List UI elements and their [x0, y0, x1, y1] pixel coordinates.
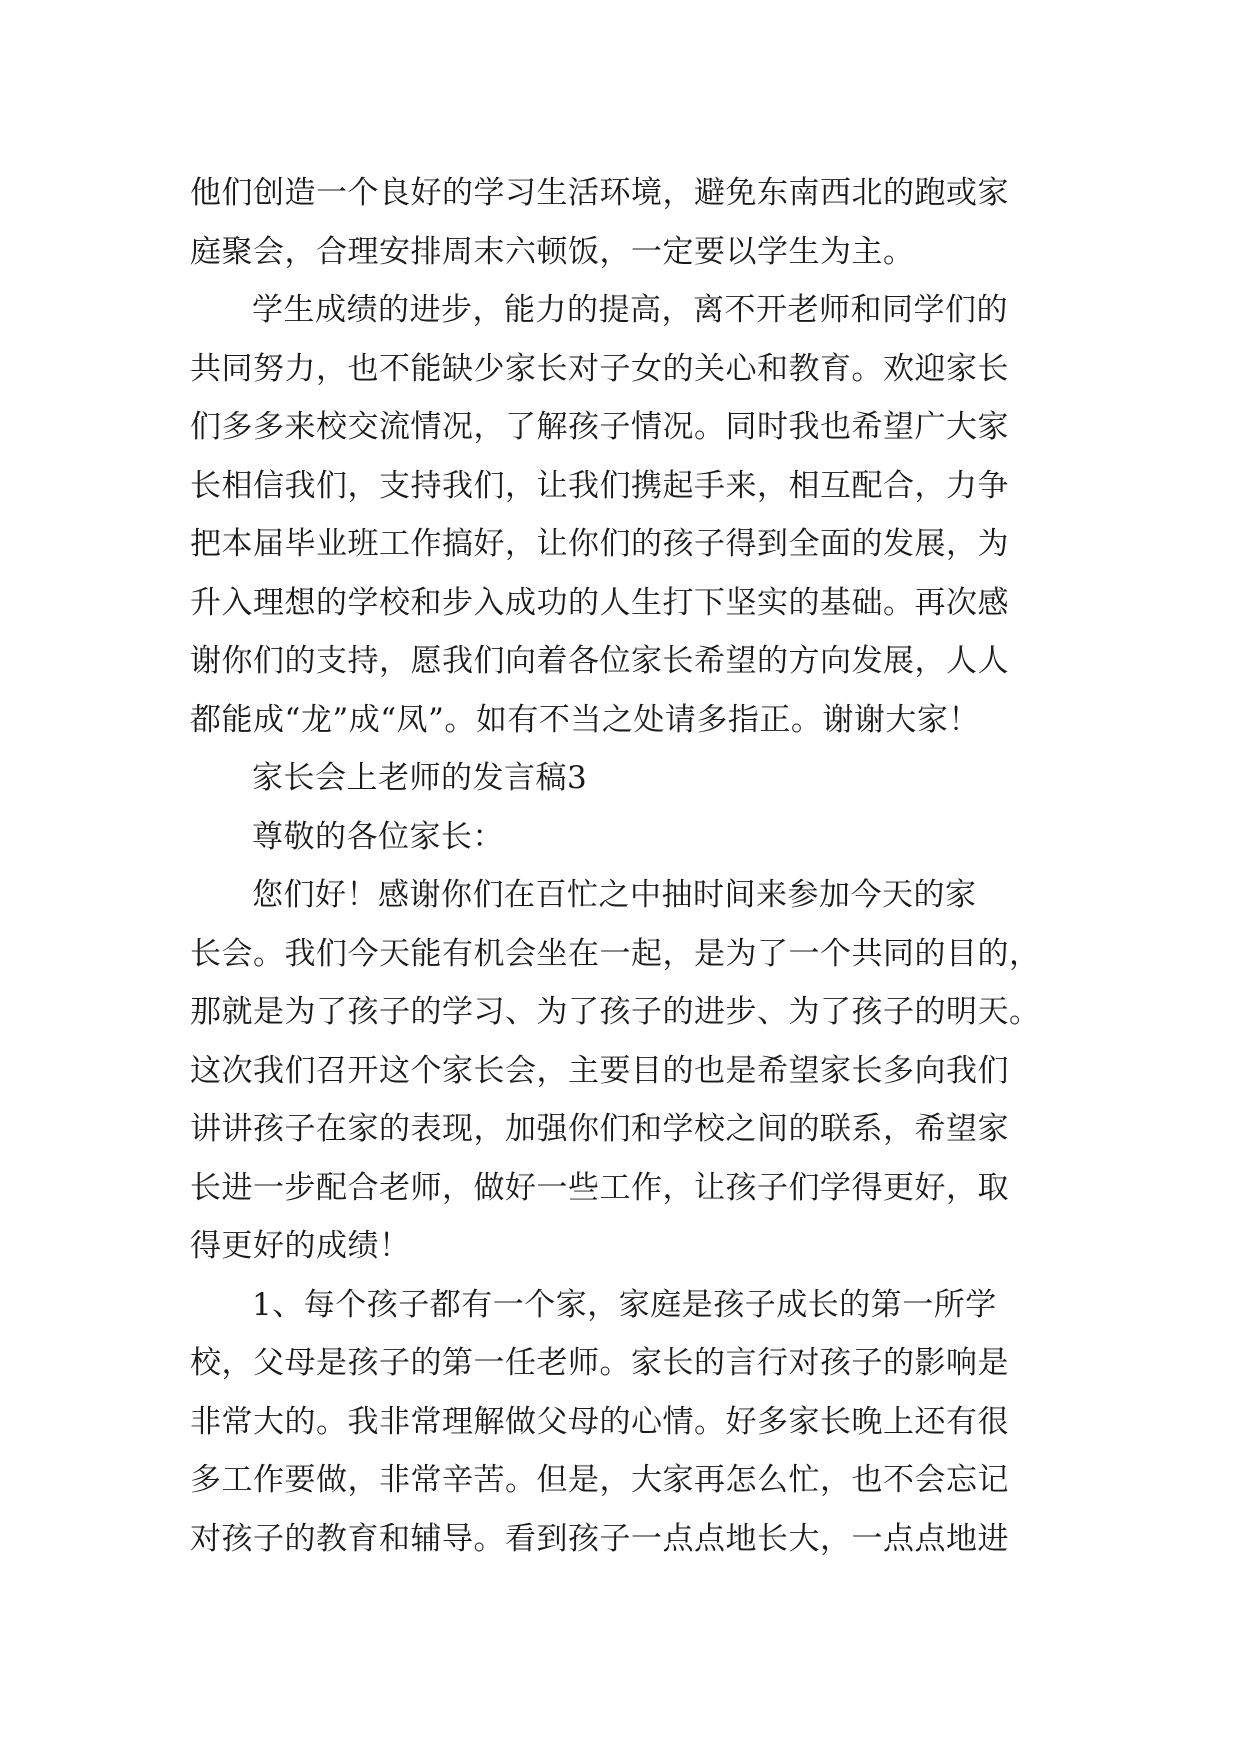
text-line: 谢你们的支持，愿我们向着各位家长希望的方向发展，人人 [190, 643, 1009, 679]
document-body [190, 164, 1050, 1568]
text-line: 把本届毕业班工作搞好，让你们的孩子得到全面的发展，为 [190, 526, 1009, 562]
text-line: 多工作要做，非常辛苦。但是，大家再怎么忙，也不会忘记 [190, 1462, 1009, 1498]
text-line: 校，父母是孩子的第一任老师。家长的言行对孩子的影响是 [190, 1345, 1009, 1381]
section-title: 家长会上老师的发言稿3 [252, 760, 588, 796]
paragraph-start: 1、每个孩子都有一个家，家庭是孩子成长的第一所学 [252, 1286, 997, 1323]
text-line: 长进一步配合老师，做好一些工作，让孩子们学得更好，取 [190, 1169, 1009, 1206]
text-line: 都能成“龙”成“凤”。如有不当之处请多指正。谢谢大家！ [190, 701, 980, 738]
text-line: 们多多来校交流情况，了解孩子情况。同时我也希望广大家 [190, 409, 1009, 445]
text-line: 对孩子的教育和辅导。看到孩子一点点地长大，一点点地进 [190, 1520, 1009, 1557]
text-line: 升入理想的学校和步入成功的人生打下坚实的基础。再次感 [190, 584, 1009, 621]
salutation: 尊敬的各位家长： [252, 818, 504, 855]
text-line: 讲讲孩子在家的表现，加强你们和学校之间的联系，希望家 [190, 1111, 1009, 1147]
text-line: 非常大的。我非常理解做父母的心情。好多家长晚上还有很 [190, 1403, 1009, 1440]
paragraph-start: 学生成绩的进步，能力的提高，离不开老师和同学们的 [252, 292, 1008, 328]
text-line: 他们创造一个良好的学习生活环境，避免东南西北的跑或家 [190, 175, 1009, 211]
text-line: 长相信我们，支持我们，让我们携起手来，相互配合，力争 [190, 467, 1009, 504]
text-line: 得更好的成绩！ [190, 1228, 411, 1264]
text-line: 长会。我们今天能有机会坐在一起，是为了一个共同的目的， [190, 935, 1041, 972]
text-line: 那就是为了孩子的学习、为了孩子的进步、为了孩子的明天。 [190, 994, 1041, 1030]
text-line: 共同努力，也不能缺少家长对子女的关心和教育。欢迎家长 [190, 350, 1009, 387]
text-line: 这次我们召开这个家长会，主要目的也是希望家长多向我们 [190, 1052, 1009, 1089]
text-line: 庭聚会，合理安排周末六顿饭，一定要以学生为主。 [190, 233, 915, 270]
paragraph-start: 您们好！感谢你们在百忙之中抽时间来参加今天的家 [252, 877, 977, 913]
